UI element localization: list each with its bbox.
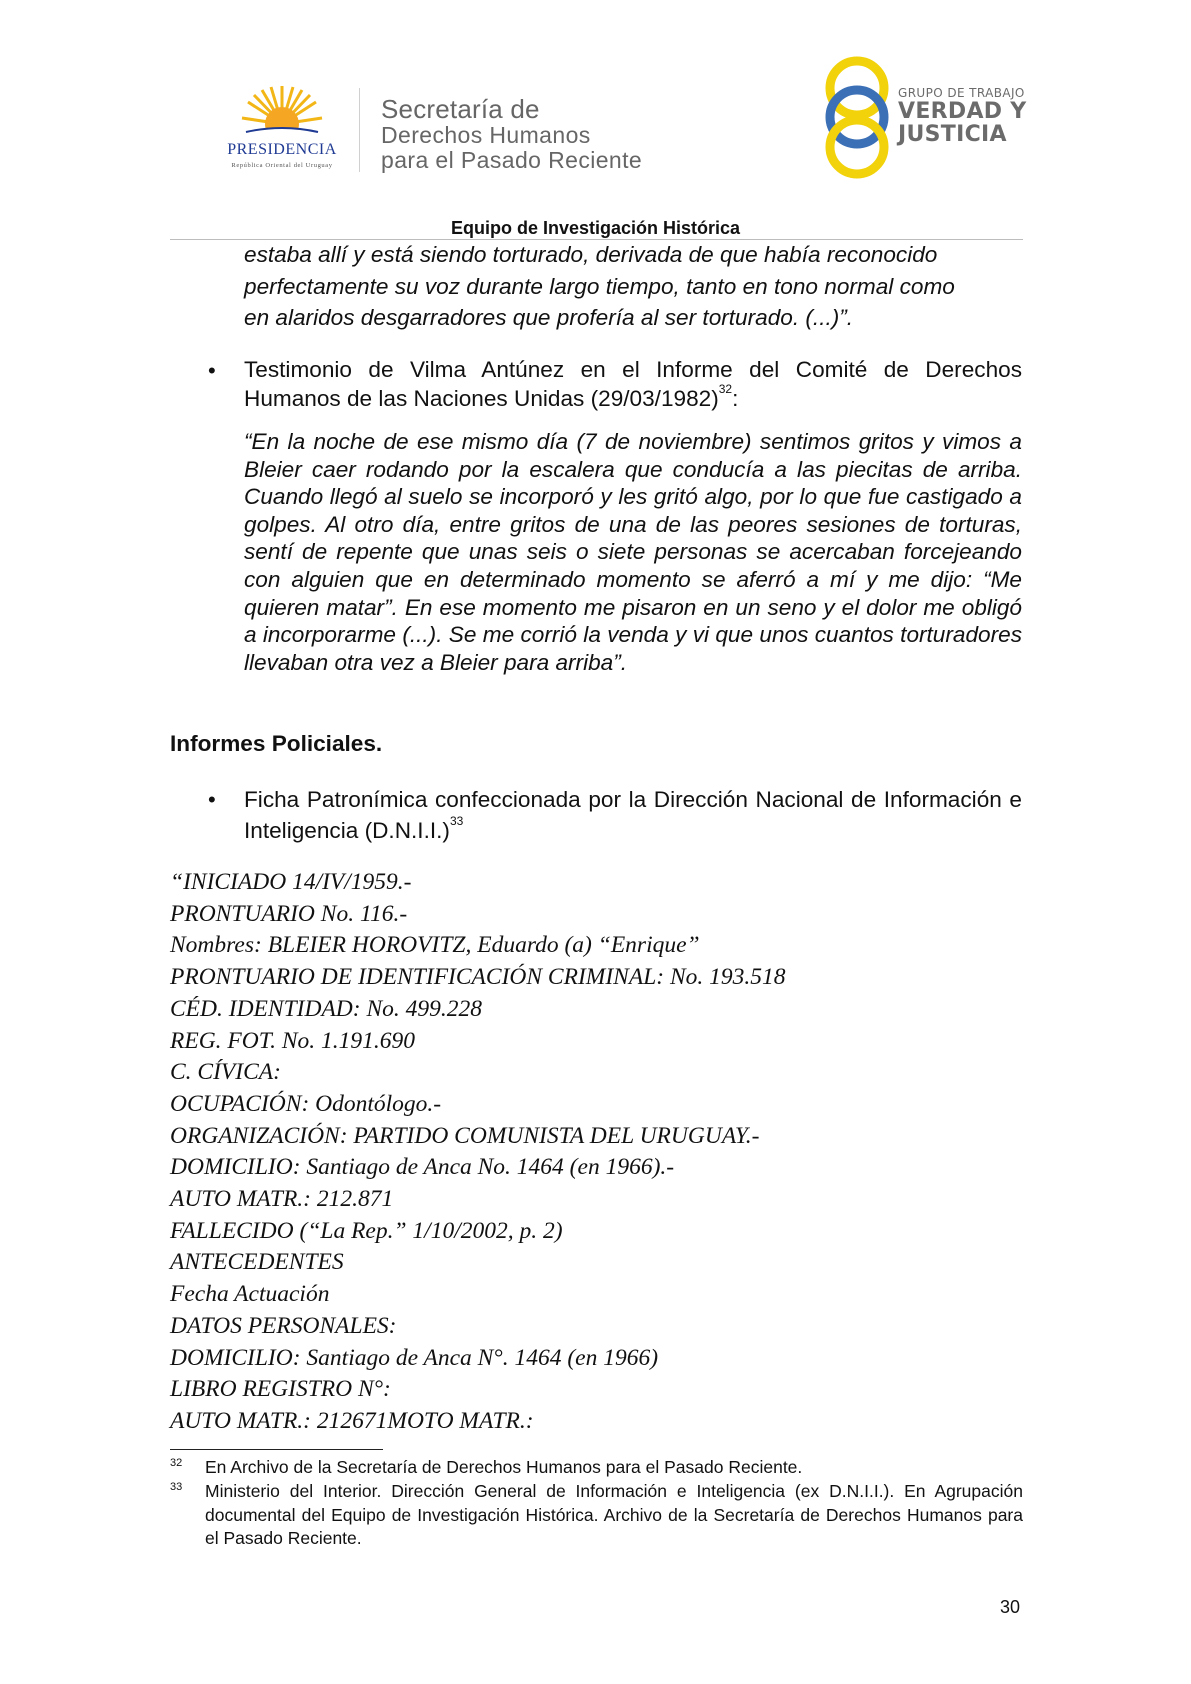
footnote-ref: 33 [449, 814, 464, 829]
ficha-line: OCUPACIÓN: Odontólogo.- [170, 1090, 442, 1117]
section-heading: Informes Policiales. [170, 731, 383, 756]
logo-divider [359, 88, 360, 172]
intro-quote-line: en alaridos desgarradores que profería al ser torturado. (...)”. [244, 305, 854, 330]
gvj-line-2: VERDAD Y [898, 99, 1027, 124]
ficha-line: REG. FOT. No. 1.191.690 [170, 1027, 416, 1054]
intro-quote [244, 239, 1022, 334]
footnote-number: 33 [170, 1481, 183, 1493]
secretaria-line-3: para el Pasado Reciente [381, 147, 643, 173]
bullet-testimonio-tail: : [732, 385, 739, 411]
footnote-ref: 32 [718, 381, 733, 396]
ficha-patronimica [170, 867, 786, 1438]
intro-quote-line: perfectamente su voz durante largo tiempo, tanto en tono normal como [244, 273, 955, 299]
ficha-line: ANTECEDENTES [170, 1249, 344, 1276]
ficha-line: DATOS PERSONALES: [170, 1312, 397, 1339]
ficha-line: C. CÍVICA: [170, 1059, 281, 1086]
testimony-quote: “En la noche de ese mismo día (7 de noviembre) sentimos gritos y vimos a Bleier caer rodando por la escalera que conducía a las piecitas de arriba. Cuando llegó al suelo se incorporó y les gritó algo, por lo que fue castigado a golpes. Al otro día, entre gritos de una de las peores sesiones de torturas, sentí de repente que unas seis o siete personas se acercaban forcejeando con alguien que en determinado momento se aferró a mí y me dijo: “Me quieren matar”. En ese momento me pisaron en un seno y el dolor me obligó a incorporarme (...). Se me corrió la venda y vi que unos cuantos torturadores llevaban otra vez a Bleier para arriba”. [244, 429, 1022, 675]
footnote-text: Ministerio del Interior. Dirección General de Información e Inteligencia (ex D.N.I.I.). En Agrupación documental del Equipo de Investigación Histórica. Archivo de la Secretaría de Derechos Humanos para el Pasado Reciente. [205, 1481, 1023, 1548]
intro-quote-line: estaba allí y está siendo torturado, derivada de que había reconocido [244, 242, 938, 267]
ficha-line: AUTO MATR.: 212.871 [170, 1186, 394, 1213]
gvj-line-3: JUSTICIA [898, 122, 1007, 148]
presidencia-logo [212, 84, 352, 174]
ficha-line: Nombres: BLEIER HOROVITZ, Eduardo (a) “Enrique” [170, 932, 700, 959]
ficha-line: Fecha Actuación [170, 1281, 330, 1308]
footnote-rule [170, 1449, 383, 1450]
bullet-dot-icon: • [208, 358, 216, 383]
gvj-line-1: GRUPO DE TRABAJO [898, 86, 1025, 100]
bullet-testimonio-text: Testimonio de Vilma Antúnez en el Informe del Comité de Derechos Humanos de las Naciones Unidas (29/03/1982) [244, 357, 1022, 411]
ficha-line: LIBRO REGISTRO N°: [170, 1376, 391, 1403]
verdad-justicia-rings-icon [818, 55, 896, 180]
ficha-line: PRONTUARIO No. 116.- [170, 900, 408, 927]
running-header: Equipo de Investigación Histórica [450, 218, 741, 238]
bullet-dot-icon: • [208, 787, 216, 812]
verdad-justicia-wordmark [898, 86, 1027, 146]
footnote-text: En Archivo de la Secretaría de Derechos Humanos para el Pasado Reciente. [205, 1457, 803, 1477]
bullet-ficha [244, 784, 1022, 846]
ficha-line: “INICIADO 14/IV/1959.- [170, 869, 412, 895]
secretaria-line-2: Derechos Humanos [381, 122, 591, 148]
ficha-line: PRONTUARIO DE IDENTIFICACIÓN CRIMINAL: No. 193.518 [170, 964, 786, 991]
ficha-line: ORGANIZACIÓN: PARTIDO COMUNISTA DEL URUGUAY.- [170, 1122, 760, 1149]
ficha-line: DOMICILIO: Santiago de Anca N°. 1464 (en 1966) [170, 1344, 659, 1371]
page-number: 30 [1000, 1597, 1021, 1617]
presidencia-label: PRESIDENCIA [227, 141, 337, 158]
secretaria-line-1: Secretaría de [381, 94, 540, 124]
ficha-line: AUTO MATR.: 212671MOTO MATR.: [170, 1407, 534, 1434]
ficha-line: CÉD. IDENTIDAD: No. 499.228 [170, 995, 483, 1022]
bullet-testimonio [244, 356, 1022, 413]
ficha-line: DOMICILIO: Santiago de Anca No. 1464 (en 1966).- [170, 1154, 675, 1181]
ficha-line: FALLECIDO (“La Rep.” 1/10/2002, p. 2) [170, 1217, 563, 1244]
presidencia-sublabel: República Oriental del Uruguay [231, 162, 333, 169]
footnote-number: 32 [170, 1457, 183, 1469]
bullet-ficha-text: Ficha Patronímica confeccionada por la Dirección Nacional de Información e Inteligencia (D.N.I.I.) [244, 787, 1022, 843]
sun-emblem-icon [240, 84, 324, 140]
secretaria-title [381, 96, 642, 172]
